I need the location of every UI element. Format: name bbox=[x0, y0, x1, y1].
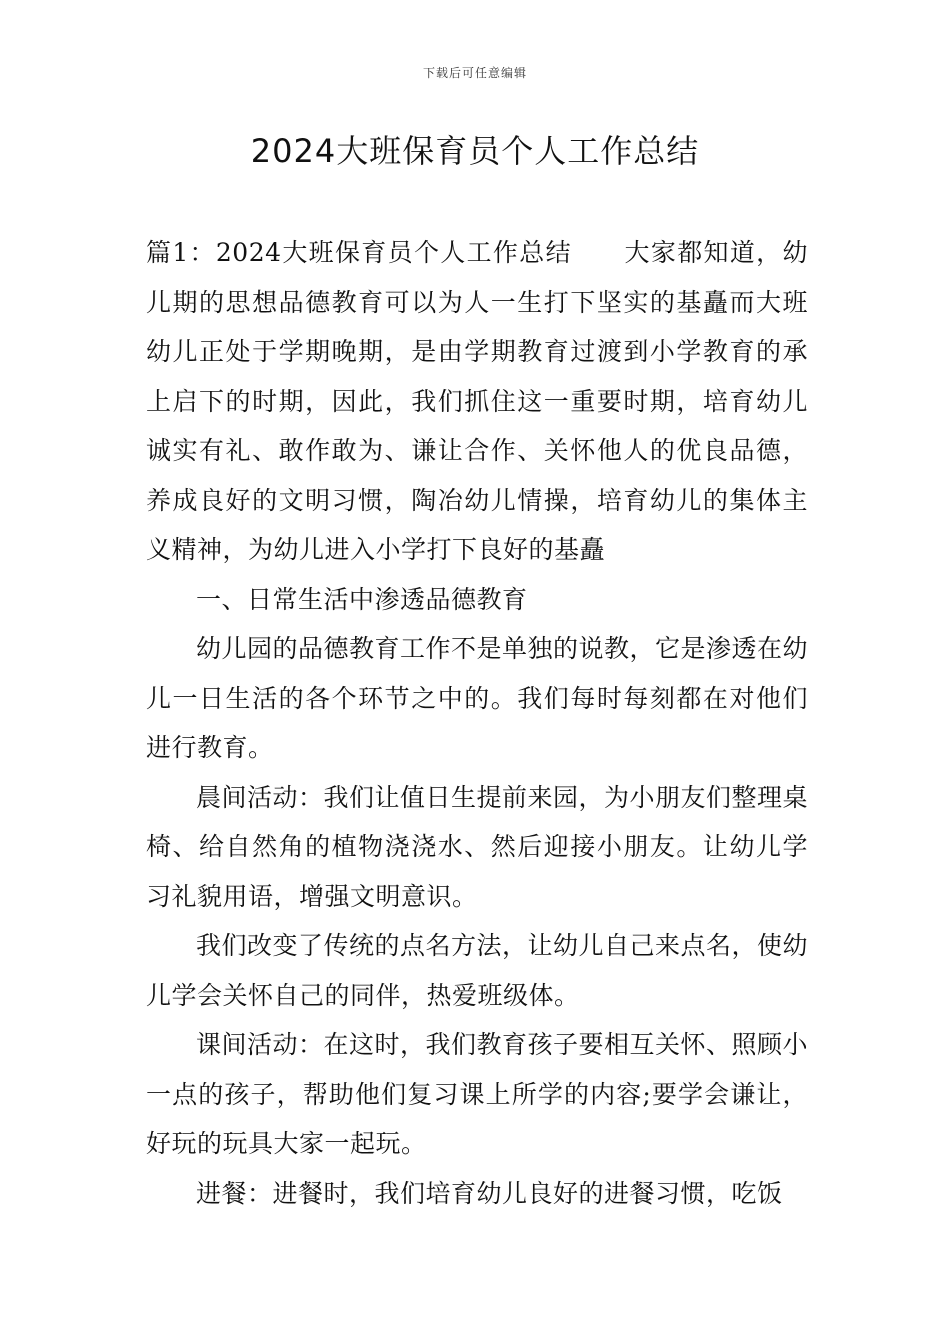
paragraph: 我们改变了传统的点名方法，让幼儿自己来点名，使幼儿学会关怀自己的同伴，热爱班级体。 bbox=[146, 931, 809, 1010]
document-body bbox=[146, 228, 808, 1218]
paragraph: 课间活动：在这时，我们教育孩子要相互关怀、照顾小一点的孩子，帮助他们复习课上所学的内容;要学会谦让，好玩的玩具大家一起玩。 bbox=[146, 1030, 809, 1158]
document-title: 2024大班保育员个人工作总结 bbox=[250, 132, 700, 170]
section-heading: 一、日常生活中渗透品德教育 bbox=[196, 584, 528, 614]
paragraph: 幼儿园的品德教育工作不是单独的说教，它是渗透在幼儿一日生活的各个环节之中的。我们每时每刻都在对他们进行教育。 bbox=[146, 634, 809, 762]
paragraph: 晨间活动：我们让值日生提前来园，为小朋友们整理桌椅、给自然角的植物浇浇水、然后迎接小朋友。让幼儿学习礼貌用语，增强文明意识。 bbox=[146, 782, 809, 911]
paragraph: 进餐：进餐时，我们培育幼儿良好的进餐习惯，吃饭 bbox=[196, 1178, 783, 1208]
header-note: 下载后可任意编辑 bbox=[422, 66, 527, 80]
paragraph-intro: 篇1：2024大班保育员个人工作总结 大家都知道，幼儿期的思想品德教育可以为人一生打下坚实的基矗而大班幼儿正处于学期晚期，是由学期教育过渡到小学教育的承上启下的时期，因此，我们抓住这一重要时期，培育幼儿诚实有礼、敢作敢为、谦让合作、关怀他人的优良品德，养成良好的文明习惯，陶冶幼儿情操，培育幼儿的集体主义精神，为幼儿进入小学打下良好的基矗 bbox=[146, 238, 808, 564]
